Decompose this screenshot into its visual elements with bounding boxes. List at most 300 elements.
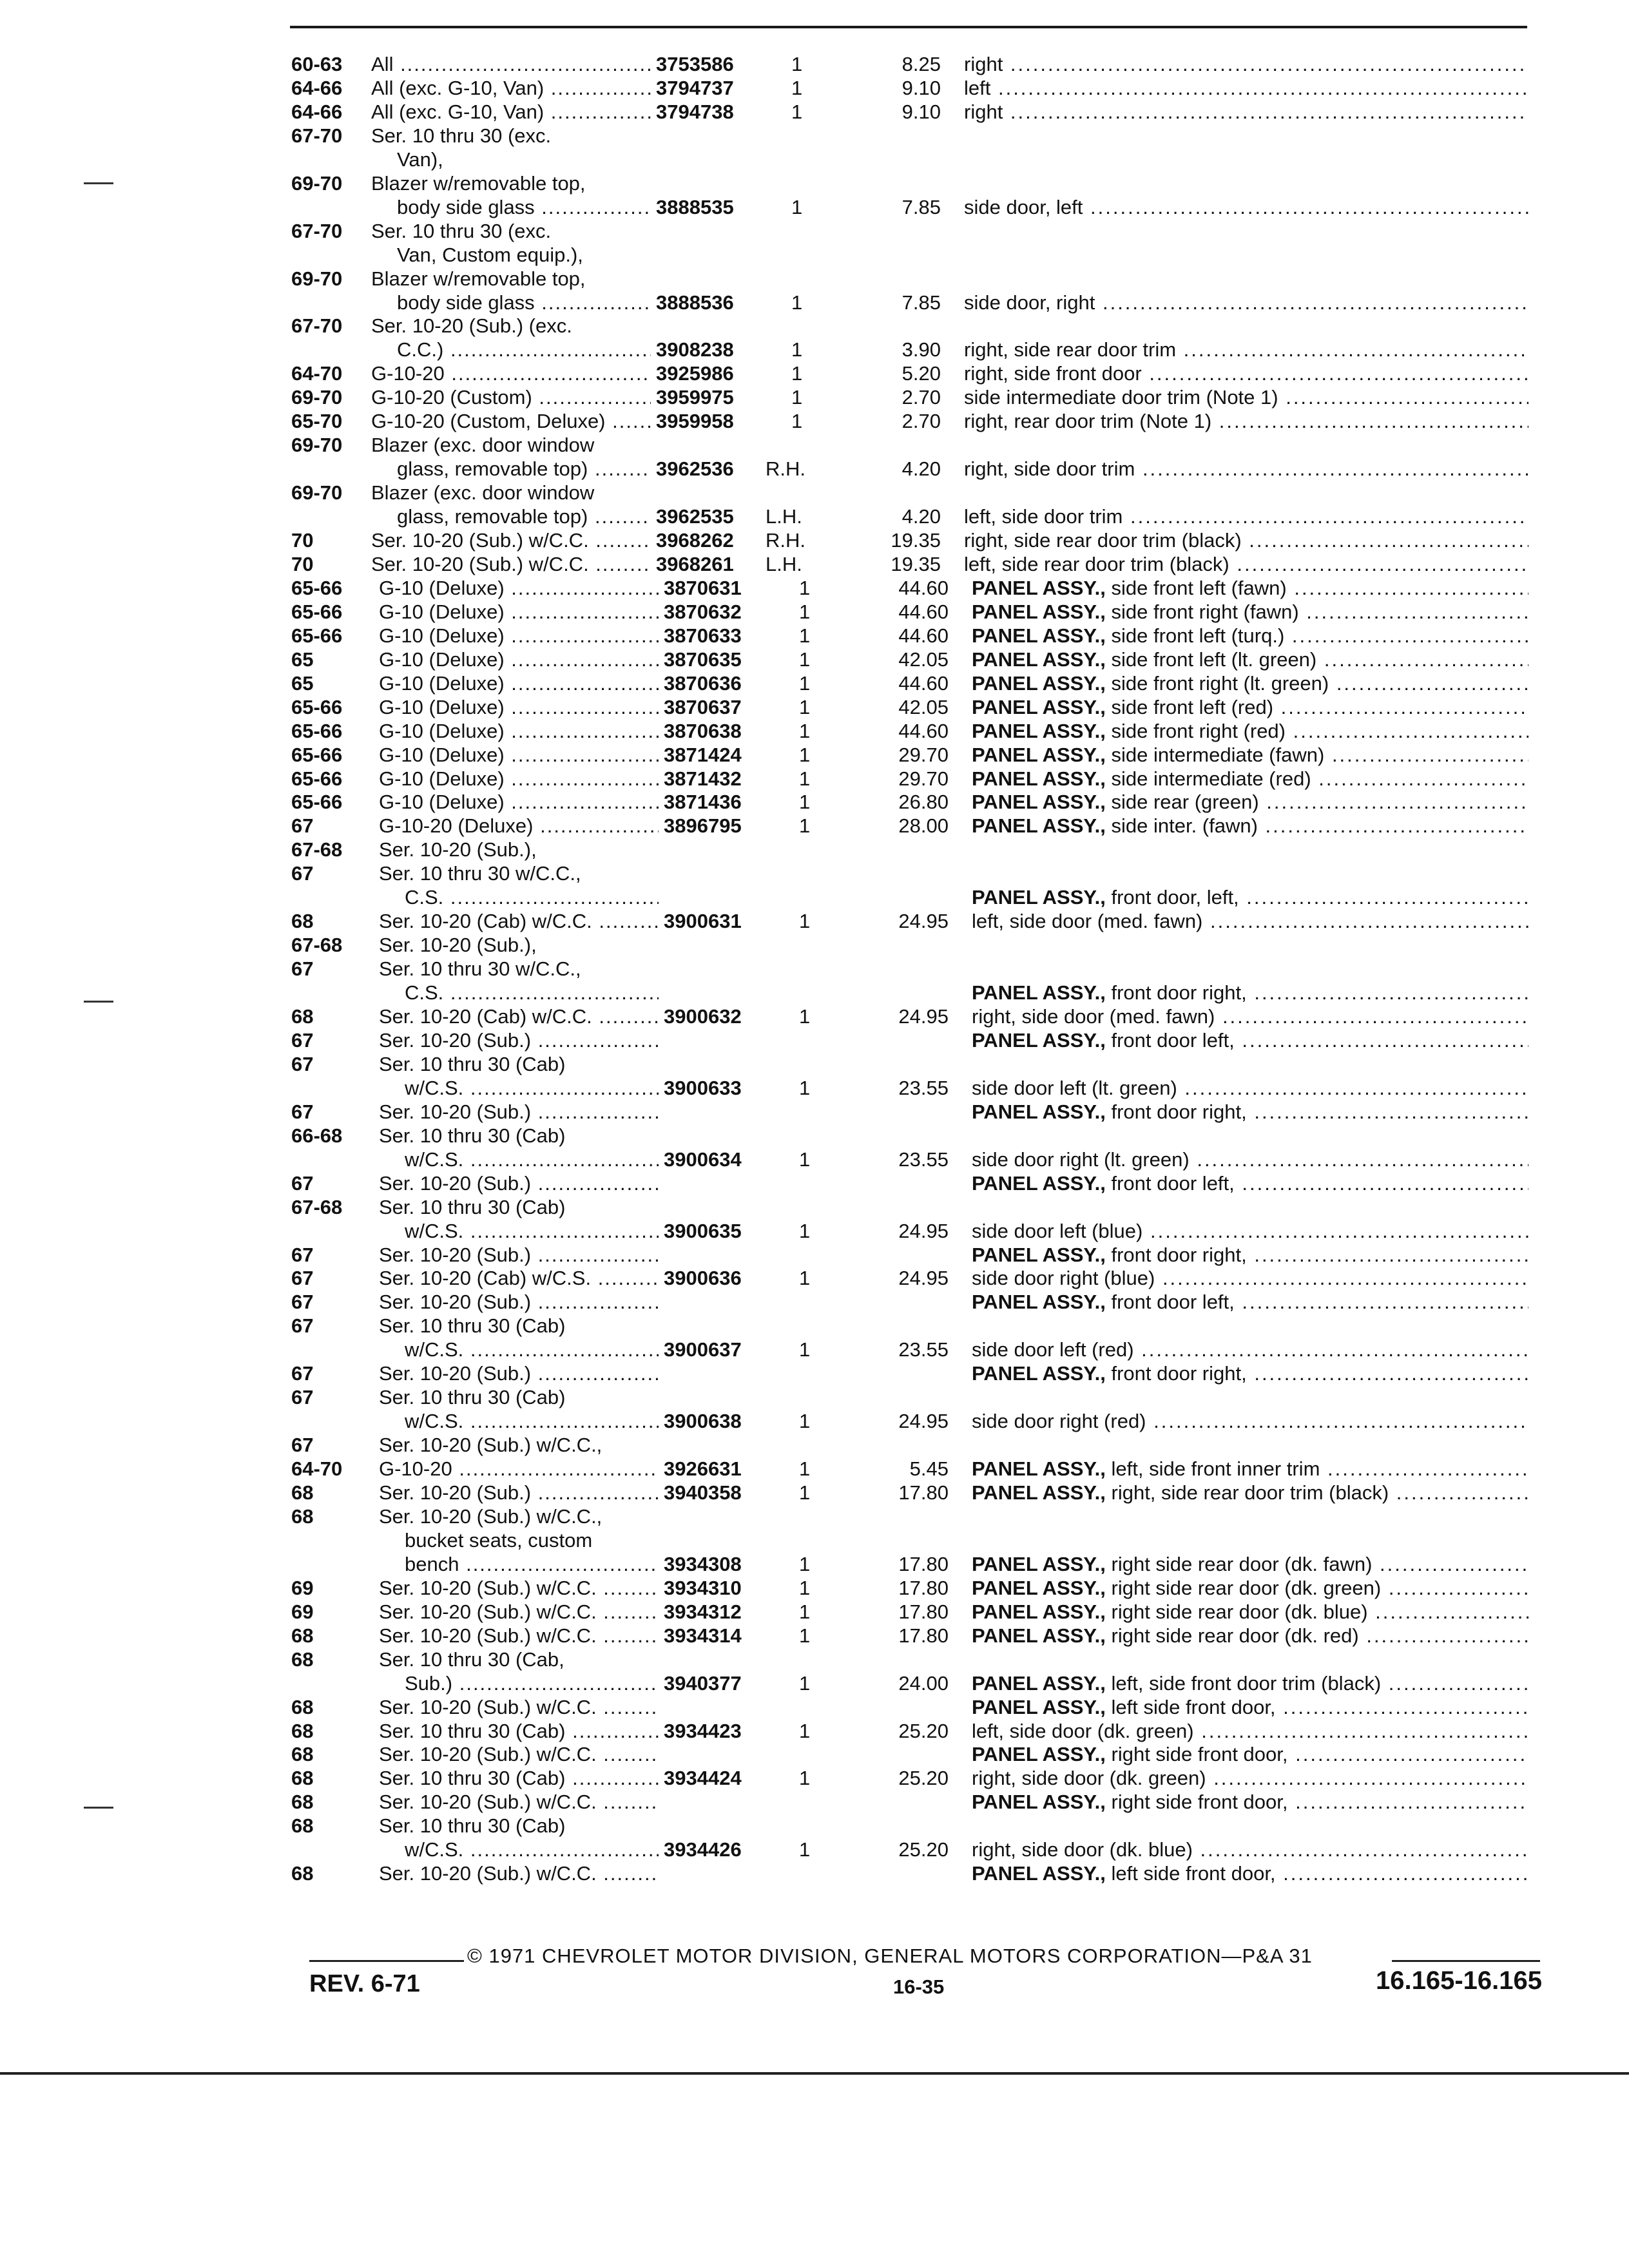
model-year: 68 [291,1504,314,1528]
parts-row [0,1148,1629,1171]
quantity: 1 [791,76,803,99]
application: glass, removable top) ..... [397,457,651,481]
model-year: 65-66 [291,600,343,623]
parts-row [0,957,1629,981]
application: G-10 (Deluxe) ..... [379,648,659,671]
description-text: side door left (red) [972,1338,1134,1361]
model-year: 69 [291,1600,314,1623]
description-text: right side front door, [1111,1791,1288,1814]
description-text: side front left (fawn) [1111,576,1287,599]
description [972,1267,1528,1290]
description [972,1410,1528,1433]
description-text: side intermediate (fawn) [1111,743,1325,766]
quantity: L.H. [766,552,802,575]
price: 29.70 [898,743,949,766]
description-text: front door left, [1111,1028,1235,1052]
description-text: right, side door (med. fawn) [972,1005,1215,1028]
parts-row [0,981,1629,1004]
price: 4.20 [901,457,941,481]
description-text: left side front door, [1111,1695,1276,1718]
revision-label: REV. 6-71 [309,1970,420,1997]
quantity: 1 [799,1219,811,1242]
description-heading: PANEL ASSY., [972,1171,1106,1195]
quantity: 1 [799,1719,811,1742]
application: Blazer w/removable top, [371,267,586,290]
part-number: 3962536 [656,457,734,481]
quantity: 1 [799,648,811,671]
model-year: 67 [291,1314,314,1338]
price: 23.55 [898,1338,949,1361]
quantity: R.H. [766,529,805,552]
part-number: 3934314 [664,1624,742,1647]
description-text: right, side rear door trim (black) [1111,1481,1389,1504]
description-text: side front right (fawn) [1111,600,1299,623]
parts-row [0,267,1629,291]
parts-row [0,624,1629,648]
price: 24.95 [898,1005,949,1028]
parts-row [0,291,1629,314]
price: 29.70 [898,767,949,790]
parts-row [0,1481,1629,1504]
parts-row [0,910,1629,933]
description-text: left, side door (dk. green) [972,1719,1194,1742]
price: 24.00 [898,1671,949,1695]
model-year: 64-66 [291,76,343,99]
price: 23.55 [898,1076,949,1099]
parts-row [0,1244,1629,1267]
parts-row [0,1862,1629,1885]
parts-row [0,244,1629,267]
parts-row [0,1338,1629,1361]
description-text: right side rear door (dk. blue) [1111,1600,1368,1623]
description [964,291,1528,314]
part-number: 3870631 [664,576,742,599]
description-text: side front left (lt. green) [1111,648,1317,671]
parts-row [0,838,1629,861]
quantity: 1 [799,1148,811,1171]
model-year: 69-70 [291,386,343,409]
quantity: 1 [799,1576,811,1599]
parts-row [0,1005,1629,1028]
description [964,505,1528,528]
description-text: right, side door (dk. blue) [972,1838,1193,1861]
price: 17.80 [898,1576,949,1599]
description-text: left side front door, [1111,1862,1276,1885]
description-text: side door left (blue) [972,1219,1143,1242]
description-text: right, side door (dk. green) [972,1767,1206,1790]
part-number: 3871436 [664,791,742,814]
parts-row [0,1267,1629,1290]
description [972,744,1528,767]
model-year: 68 [291,1767,314,1790]
application: C.C.) ..... [397,338,651,361]
parts-row [0,767,1629,791]
description [972,1672,1528,1695]
parts-row [0,77,1629,100]
description-text: right side rear door (dk. red) [1111,1624,1359,1647]
parts-row [0,434,1629,457]
quantity: 1 [799,1076,811,1099]
parts-row [0,1791,1629,1814]
model-year: 65-66 [291,743,343,766]
part-number: 3934426 [664,1838,742,1861]
parts-row [0,1220,1629,1243]
price: 8.25 [901,53,941,75]
model-year: 68 [291,1743,314,1766]
parts-row [0,1029,1629,1052]
model-year: 68 [291,1624,314,1647]
application: Blazer (exc. door window [371,481,595,505]
parts-row [0,101,1629,124]
application: Ser. 10-20 (Cab) w/C.S. ..... [379,1267,659,1290]
price: 24.95 [898,1267,949,1290]
application: Ser. 10-20 (Sub.) w/C.C. ..... [379,1743,659,1766]
parts-row [0,386,1629,409]
description-heading: PANEL ASSY., [972,1695,1106,1718]
part-number: 3870638 [664,719,742,742]
page-number: 16-35 [893,1975,945,1998]
parts-row [0,1410,1629,1433]
description [972,910,1528,933]
application: Ser. 10 thru 30 (Cab) [379,1124,566,1147]
price: 24.95 [898,1410,949,1433]
model-year: 65-70 [291,410,343,433]
description-heading: PANEL ASSY., [972,576,1106,599]
parts-row [0,1767,1629,1790]
part-number: 3900632 [664,1005,742,1028]
price: 17.80 [898,1600,949,1623]
description [972,1791,1528,1814]
model-year: 67-68 [291,838,343,861]
price: 9.10 [901,76,941,99]
application: Van), [397,148,443,171]
price: 25.20 [898,1719,949,1742]
model-year: 67-70 [291,219,343,242]
description-text: side door, right [964,291,1095,314]
description-text: side door, left [964,195,1083,218]
part-number: 3934312 [664,1600,742,1623]
model-year: 64-66 [291,100,343,123]
quantity: 1 [799,695,811,718]
application: Ser. 10-20 (Sub.), [379,934,537,957]
parts-row [0,601,1629,624]
model-year: 67-68 [291,1195,343,1218]
description-heading: PANEL ASSY., [972,981,1106,1004]
description [964,553,1528,576]
model-year: 68 [291,1481,314,1504]
parts-row [0,862,1629,885]
quantity: 1 [799,1624,811,1647]
parts-row [0,172,1629,195]
description-text: side front left (red) [1111,695,1274,718]
description-text: side door left (lt. green) [972,1076,1177,1099]
description-text: side intermediate door trim (Note 1) [964,386,1278,409]
description-heading: PANEL ASSY., [972,1362,1106,1385]
description-heading: PANEL ASSY., [972,1791,1106,1814]
description [972,1862,1528,1885]
parts-row [0,1291,1629,1314]
description-text: right, rear door trim (Note 1) [964,410,1212,433]
model-year: 70 [291,552,314,575]
application: Ser. 10-20 (Sub.) w/C.C. ..... [379,1696,659,1719]
application: G-10 (Deluxe) ..... [379,791,659,814]
quantity: 1 [799,719,811,742]
description-heading: PANEL ASSY., [972,791,1106,814]
description [972,1553,1528,1576]
application: All ..... [371,53,651,76]
model-year: 66-68 [291,1124,343,1147]
price: 23.55 [898,1148,949,1171]
application: Ser. 10-20 (Sub.) ..... [379,1029,659,1052]
price: 9.10 [901,100,941,123]
quantity: 1 [791,386,803,409]
price: 42.05 [898,648,949,671]
part-number: 3794738 [656,100,734,123]
quantity: R.H. [766,457,805,481]
description-heading: PANEL ASSY., [972,1576,1106,1599]
quantity: 1 [799,743,811,766]
description-heading: PANEL ASSY., [972,743,1106,766]
description [972,696,1528,719]
price: 7.85 [901,195,941,218]
part-number: 3968261 [656,552,734,575]
description [964,362,1528,385]
description-text: front door right, [1111,981,1247,1004]
description [972,1029,1528,1052]
part-number: 3888535 [656,195,734,218]
description-text: side rear (green) [1111,791,1259,814]
model-year: 68 [291,1719,314,1742]
quantity: 1 [799,671,811,695]
application: body side glass ..... [397,291,651,314]
description-text: right, side door trim [964,457,1135,481]
description [972,981,1528,1004]
parts-row [0,886,1629,909]
parts-row [0,1600,1629,1624]
application: Ser. 10-20 (Sub.) w/C.C. ..... [379,1600,659,1624]
application: G-10 (Deluxe) ..... [379,720,659,743]
part-number: 3870633 [664,624,742,647]
model-year: 67 [291,957,314,981]
description [972,672,1528,695]
part-number: 3794737 [656,76,734,99]
application: Ser. 10-20 (Sub.) ..... [379,1362,659,1385]
description-text: side front right (lt. green) [1111,671,1329,695]
quantity: 1 [791,291,803,314]
application: w/C.S. ..... [405,1220,659,1243]
part-number: 3959975 [656,386,734,409]
application: C.S. ..... [405,981,659,1004]
description [972,886,1528,909]
quantity: 1 [799,1838,811,1861]
part-number: 3900633 [664,1076,742,1099]
description [972,814,1528,838]
description [964,529,1528,552]
part-number: 3900631 [664,910,742,933]
part-number: 3753586 [656,53,734,75]
price: 44.60 [898,600,949,623]
description-heading: PANEL ASSY., [972,1862,1106,1885]
part-number: 3926631 [664,1457,742,1481]
description-heading: PANEL ASSY., [972,814,1106,838]
parts-row [0,148,1629,171]
application: Ser. 10-20 (Sub.) w/C.C. ..... [379,1624,659,1648]
description [964,101,1528,124]
description [972,1172,1528,1195]
model-year: 67-70 [291,124,343,147]
description-text: right, side rear door trim (black) [964,529,1242,552]
parts-row [0,577,1629,600]
parts-row [0,744,1629,767]
description [972,1838,1528,1861]
application: G-10 (Deluxe) ..... [379,672,659,695]
description [972,1624,1528,1648]
application: G-10 (Deluxe) ..... [379,767,659,791]
application: Ser. 10 thru 30 (Cab) [379,1195,566,1218]
parts-row [0,481,1629,505]
model-year: 67 [291,862,314,885]
description [972,1220,1528,1243]
application: Ser. 10-20 (Sub.) ..... [379,1244,659,1267]
application: Ser. 10 thru 30 w/C.C., [379,862,581,885]
price: 19.35 [891,529,941,552]
price: 25.20 [898,1767,949,1790]
description [972,648,1528,671]
parts-row [0,1386,1629,1409]
description [972,791,1528,814]
part-number: 3900636 [664,1267,742,1290]
model-year: 67 [291,1362,314,1385]
price: 3.90 [901,338,941,361]
model-year: 69-70 [291,267,343,290]
model-year: 65 [291,671,314,695]
application: Ser. 10 thru 30 (exc. [371,219,552,242]
model-year: 67 [291,1171,314,1195]
description [972,1696,1528,1719]
application: Ser. 10-20 (Sub.) w/C.C., [379,1504,602,1528]
model-year: 64-70 [291,1457,343,1481]
description-heading: PANEL ASSY., [972,1291,1106,1314]
description [972,1244,1528,1267]
price: 26.80 [898,791,949,814]
description-heading: PANEL ASSY., [972,767,1106,790]
price: 28.00 [898,814,949,838]
description [972,577,1528,600]
parts-row [0,672,1629,695]
description-heading: PANEL ASSY., [972,719,1106,742]
application: w/C.S. ..... [405,1838,659,1861]
description-text: side front left (turq.) [1111,624,1285,647]
description-text: front door, left, [1111,886,1239,909]
quantity: 1 [799,600,811,623]
parts-row [0,220,1629,243]
parts-row [0,362,1629,385]
parts-row [0,934,1629,957]
description-text: side inter. (fawn) [1111,814,1258,838]
description [972,1100,1528,1124]
parts-row [0,1720,1629,1743]
description [964,338,1528,361]
price: 19.35 [891,552,941,575]
price: 2.70 [901,386,941,409]
application: Ser. 10-20 (Sub.) ..... [379,1291,659,1314]
description [972,767,1528,791]
parts-row [0,1743,1629,1766]
model-year: 69-70 [291,171,343,195]
description-text: right side front door, [1111,1743,1288,1766]
description-heading: PANEL ASSY., [972,1457,1106,1481]
application: Blazer (exc. door window [371,434,595,457]
parts-row [0,1314,1629,1338]
price: 24.95 [898,910,949,933]
part-number: 3925986 [656,362,734,385]
model-year: 69-70 [291,481,343,505]
model-year: 65 [291,648,314,671]
description [972,1077,1528,1100]
parts-row [0,53,1629,76]
quantity: 1 [791,195,803,218]
description [972,1291,1528,1314]
price: 17.80 [898,1624,949,1647]
application: bucket seats, custom [405,1528,593,1552]
description-heading: PANEL ASSY., [972,695,1106,718]
description [972,1481,1528,1504]
application: Sub.) ..... [405,1672,659,1695]
model-year: 67 [291,1243,314,1266]
parts-row [0,648,1629,671]
part-number: 3934308 [664,1552,742,1575]
application: All (exc. G-10, Van) ..... [371,77,651,100]
price: 42.05 [898,695,949,718]
parts-row [0,1672,1629,1695]
model-year: 65-66 [291,767,343,790]
description-text: front door right, [1111,1100,1247,1123]
description [972,1577,1528,1600]
description-heading: PANEL ASSY., [972,648,1106,671]
description [972,1005,1528,1028]
description-text: left [964,76,991,99]
application: Ser. 10 thru 30 (Cab, [379,1648,564,1671]
quantity: 1 [799,1552,811,1575]
application: w/C.S. ..... [405,1338,659,1361]
model-year: 65-66 [291,791,343,814]
model-year: 64-70 [291,362,343,385]
part-number: 3908238 [656,338,734,361]
application: Ser. 10 thru 30 (Cab) [379,1052,566,1075]
price: 17.80 [898,1552,949,1575]
quantity: 1 [791,362,803,385]
description-text: right, side rear door trim [964,338,1177,361]
description-text: right, side front door [964,362,1142,385]
model-year: 65-66 [291,624,343,647]
application: All (exc. G-10, Van) ..... [371,101,651,124]
parts-row [0,1196,1629,1219]
footer-copyright [309,1945,1540,1970]
price: 25.20 [898,1838,949,1861]
price: 44.60 [898,624,949,647]
application: glass, removable top) ..... [397,505,651,528]
quantity: 1 [799,576,811,599]
parts-row [0,1505,1629,1528]
description [972,1457,1528,1481]
description [972,1743,1528,1766]
description [964,386,1528,409]
quantity: 1 [799,767,811,790]
application: body side glass ..... [397,196,651,219]
model-year: 68 [291,1695,314,1718]
description [972,1338,1528,1361]
description-heading: PANEL ASSY., [972,886,1106,909]
